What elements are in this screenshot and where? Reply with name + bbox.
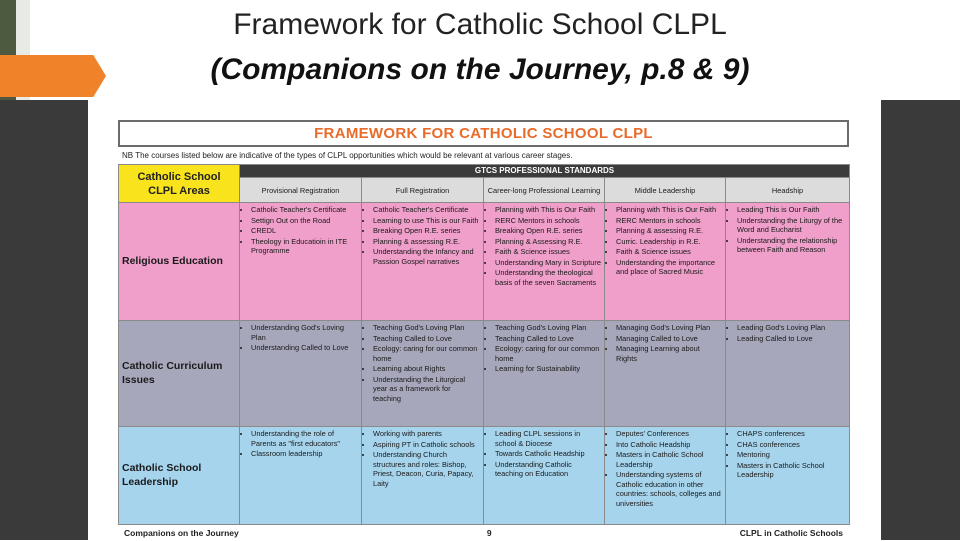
course-list [365,323,480,403]
course-list [729,323,846,343]
course-item: • Leading Called to Love [737,334,846,343]
course-item: • Towards Catholic Headship [495,449,601,458]
table-cell [605,203,726,321]
course-item: • Aspiring PT in Catholic schools [373,440,480,449]
table-cell [240,203,362,321]
course-item: • Masters in Catholic School Leadership [737,461,846,480]
course-item: • Understanding the Liturgy of the Word and Eucharist [737,216,846,235]
course-item: • Understanding Called to Love [251,343,358,352]
table-row [119,203,850,321]
row-label: Catholic Curriculum Issues [119,321,240,427]
row-label: Catholic School Leadership [119,427,240,525]
table-cell [605,427,726,525]
course-item: • Working with parents [373,429,480,438]
table-cell [605,321,726,427]
areas-header: Catholic School CLPL Areas [119,165,240,203]
course-item: • Managing God's Loving Plan [616,323,722,332]
course-item: • Theology in Educatioin in ITE Programme [251,237,358,256]
table-row [119,321,850,427]
course-item: • Curric. Leadership in R.E. [616,237,722,246]
course-item: • Mentoring [737,450,846,459]
course-item: • Understanding God's Loving Plan [251,323,358,342]
course-item: • Teaching God's Loving Plan [373,323,480,332]
course-item: • CREDL [251,226,358,235]
slide-title: Framework for Catholic School CLPL [233,8,727,41]
course-item: • Leading God's Loving Plan [737,323,846,332]
course-item: • Planning & assessing R.E. [373,237,480,246]
course-item: • Planning with This is Our Faith [495,205,601,214]
course-list [729,429,846,479]
document-footer [118,525,849,541]
course-item: • Deputes' Conferences [616,429,722,438]
course-item: • Learning for Sustainability [495,364,601,373]
course-item: • Learning to use This is our Faith [373,216,480,225]
course-item: • Planning & Assessing R.E. [495,237,601,246]
table-cell [362,427,484,525]
slide-subtitle: (Companions on the Journey, p.8 & 9) [210,53,750,86]
footer-page-number: 9 [486,528,492,539]
table-cell [362,203,484,321]
framework-heading: FRAMEWORK FOR CATHOLIC SCHOOL CLPL [118,120,849,147]
table-cell [484,203,605,321]
course-list [729,205,846,254]
framework-frame [118,120,849,539]
gtcs-header: GTCS PROFESSIONAL STANDARDS [240,165,850,178]
table-cell [240,427,362,525]
course-item: • Understanding the role of Parents as "first educators" [251,429,358,448]
course-item: • Learning about Rights [373,364,480,373]
course-item: • RERC Mentors in schools [495,216,601,225]
course-list [243,205,358,255]
table-cell [484,321,605,427]
column-header: Full Registration [362,178,484,203]
footer-left: Companions on the Journey [124,528,239,539]
course-item: • Classroom leadership [251,449,358,458]
course-item: • Leading CLPL sessions in school & Diocese [495,429,601,448]
course-item: • Managing Called to Love [616,334,722,343]
course-list [487,429,601,478]
course-item: • Understanding systems of Catholic education in other countries: schools, colleges and universities [616,470,722,508]
course-item: • Leading This is Our Faith [737,205,846,214]
course-list [365,205,480,266]
course-item: • Managing Learning about Rights [616,344,722,363]
course-item: • Into Catholic Headship [616,440,722,449]
course-item: • Understanding the importance and place of Sacred Music [616,258,722,277]
course-item: • Understanding Catholic teaching on Education [495,460,601,479]
course-list [243,429,358,458]
course-item: • Faith & Science issues [495,247,601,256]
course-list [243,323,358,352]
table-cell [362,321,484,427]
table-cell [726,427,850,525]
course-item: • Understanding Church structures and roles: Bishop, Priest, Deacon, Curia, Papacy, Laity [373,450,480,488]
course-list [365,429,480,488]
course-item: • Settign Out on the Road [251,216,358,225]
table-cell [240,321,362,427]
course-item: • Understanding Mary in Scripture [495,258,601,267]
course-item: • Faith & Science issues [616,247,722,256]
table-cell [726,203,850,321]
course-item: • Understanding the Infancy and Passion Gospel narratives [373,247,480,266]
column-header: Provisional Registration [240,178,362,203]
course-item: • Catholic Teacher's Certificate [251,205,358,214]
nb-note: NB The courses listed below are indicative of the types of CLPL opportunities which would be relevant at various career stages. [122,151,573,160]
course-item: • Breaking Open R.E. series [495,226,601,235]
column-header: Headship [726,178,850,203]
course-item: • Planning with This is Our Faith [616,205,722,214]
course-list [608,205,722,276]
course-item: • Breaking Open R.E. series [373,226,480,235]
course-item: • Masters in Catholic School Leadership [616,450,722,469]
course-item: • Teaching Called to Love [373,334,480,343]
framework-document-image [88,100,881,540]
course-item: • Understanding the Liturgical year as a framework for teaching [373,375,480,403]
column-header: Middle Leadership [605,178,726,203]
course-item: • CHAS conferences [737,440,846,449]
table-cell [484,427,605,525]
course-list [608,429,722,508]
table-row [119,427,850,525]
course-item: • Understanding the theological basis of the seven Sacraments [495,268,601,287]
course-item: • RERC Mentors in schools [616,216,722,225]
course-item: • Teaching Called to Love [495,334,601,343]
course-item: • Teaching God's Loving Plan [495,323,601,332]
row-label: Religious Education [119,203,240,321]
course-list [608,323,722,363]
course-list [487,323,601,373]
column-header: Career-long Professional Learning [484,178,605,203]
table-cell [726,321,850,427]
course-item: • CHAPS conferences [737,429,846,438]
course-item: • Ecology: caring for our common home [495,344,601,363]
course-item: • Catholic Teacher's Certificate [373,205,480,214]
course-item: • Understanding the relationship between Faith and Reason [737,236,846,255]
framework-table [118,164,850,525]
footer-right: CLPL in Catholic Schools [739,528,843,539]
course-item: • Planning & assessing R.E. [616,226,722,235]
course-item: • Ecology: caring for our common home [373,344,480,363]
course-list [487,205,601,287]
